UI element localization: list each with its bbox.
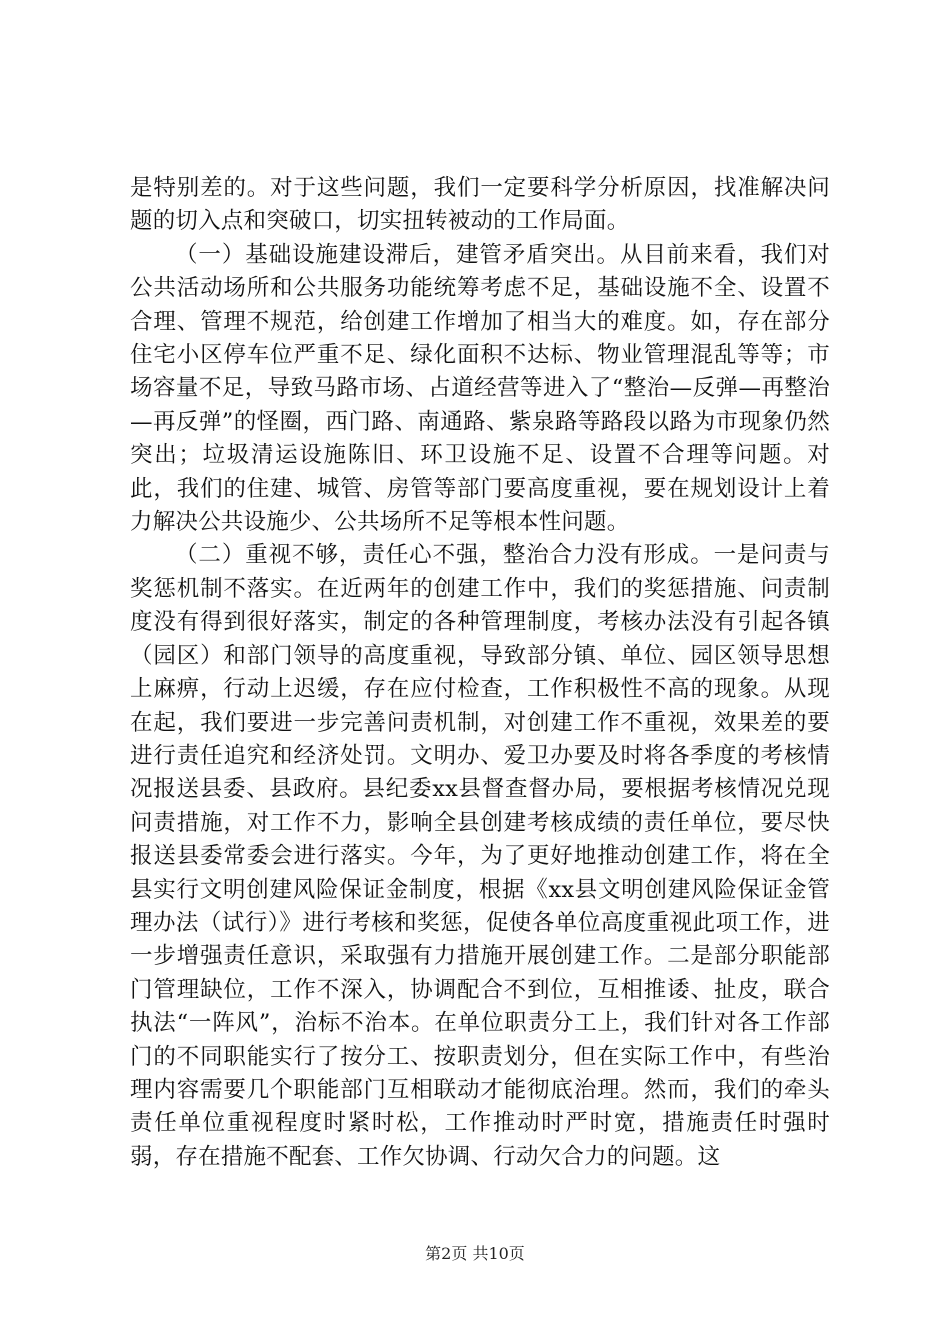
page-number-footer: 第2页 共10页 [425,1244,525,1263]
paragraph-section-one: （一）基础设施建设滞后，建管矛盾突出。从目前来看，我们对公共活动场所和公共服务功能统筹考虑不足，基础设施不全、设置不合理、管理不规范，给创建工作增加了相当大的难度。如，存在部分住宅小区停车位严重不足、绿化面积不达标、物业管理混乱等等；市场容量不足，导致马路市场、占道经营等进入了“整治—反弹—再整治—再反弹”的怪圈，西门路、南通路、紫泉路等路段以路为市现象仍然突出；垃圾清运设施陈旧、环卫设施不足、设置不合理等问题。对此，我们的住建、城管、房管等部门要高度重视，要在规划设计上着力解决公共设施少、公共场所不足等根本性问题。 [130,241,830,536]
paragraph-continuation: 是特别差的。对于这些问题，我们一定要科学分析原因，找准解决问题的切入点和突破口，切实扭转被动的工作局面。 [130,175,830,235]
document-body [130,172,830,1174]
paragraph-section-two: （二）重视不够，责任心不强，整治合力没有形成。一是问责与奖惩机制不落实。在近两年的创建工作中，我们的奖惩措施、问责制度没有得到很好落实，制定的各种管理制度，考核办法没有引起各镇（园区）和部门领导的高度重视，导致部分镇、单位、园区领导思想上麻痹，行动上迟缓，存在应付检查，工作积极性不高的现象。从现在起，我们要进一步完善问责机制，对创建工作不重视，效果差的要进行责任追究和经济处罚。文明办、爱卫办要及时将各季度的考核情况报送县委、县政府。县纪委xx县督查督办局，要根据考核情况兑现问责措施，对工作不力，影响全县创建考核成绩的责任单位，要尽快报送县委常委会进行落实。今年，为了更好地推动创建工作，将在全县实行文明创建风险保证金制度，根据《xx县文明创建风险保证金管理办法（试行）》进行考核和奖惩，促使各单位高度重视此项工作，进一步增强责任意识，采取强有力措施开展创建工作。二是部分职能部门管理缺位，工作不深入，协调配合不到位，互相推诿、扯皮，联合执法“一阵风”，治标不治本。在单位职责分工上，我们针对各工作部门的不同职能实行了按分工、按职责划分，但在实际工作中，有些治理内容需要几个职能部门互相联动才能彻底治理。然而，我们的牵头责任单位重视程度时紧时松，工作推动时严时宽，措施责任时强时弱，存在措施不配套、工作欠协调、行动欠合力的问题。这 [130,542,830,1170]
